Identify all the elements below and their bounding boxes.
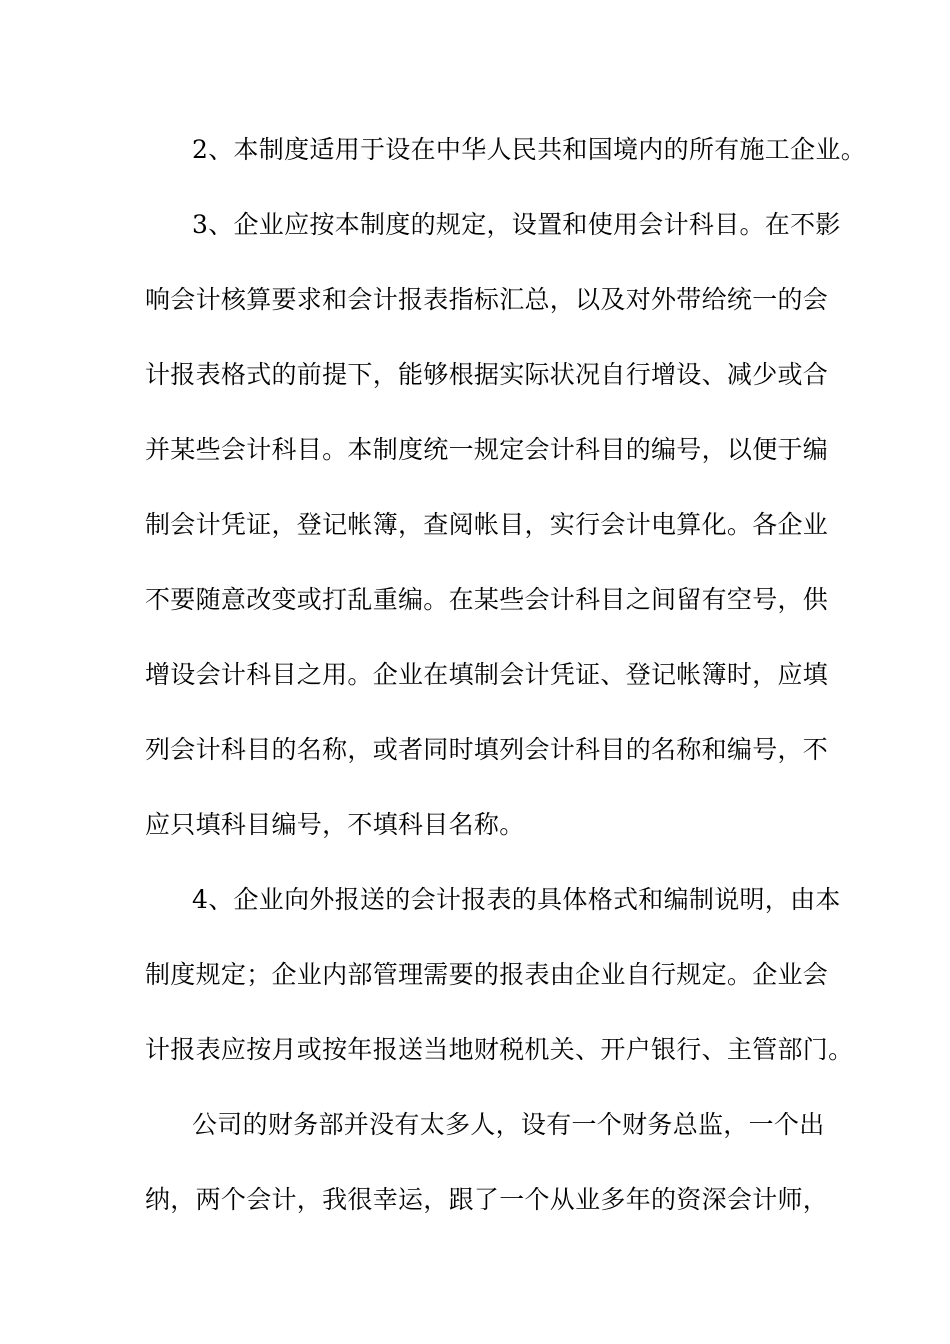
paragraph-2-line-1: 2、本制度适用于设在中华人民共和国境内的所有施工企业。 bbox=[192, 135, 867, 164]
paragraph-3-line-6: 不要随意改变或打乱重编。在某些会计科目之间留有空号，供 bbox=[145, 585, 829, 614]
paragraph-3-line-5: 制会计凭证，登记帐簿，查阅帐目，实行会计电算化。各企业 bbox=[145, 510, 829, 539]
paragraph-3-line-8: 列会计科目的名称，或者同时填列会计科目的名称和编号，不 bbox=[145, 735, 829, 764]
paragraph-4-line-3: 计报表应按月或按年报送当地财税机关、开户银行、主管部门。 bbox=[145, 1035, 854, 1064]
paragraph-3-line-3: 计报表格式的前提下，能够根据实际状况自行增设、减少或合 bbox=[145, 360, 829, 389]
paragraph-3-line-7: 增设会计科目之用。企业在填制会计凭证、登记帐簿时，应填 bbox=[145, 660, 829, 689]
paragraph-4-line-2: 制度规定；企业内部管理需要的报表由企业自行规定。企业会 bbox=[145, 960, 829, 989]
paragraph-3-line-4: 并某些会计科目。本制度统一规定会计科目的编号，以便于编 bbox=[145, 435, 829, 464]
paragraph-5-line-2: 纳，两个会计，我很幸运，跟了一个从业多年的资深会计师， bbox=[145, 1185, 829, 1214]
paragraph-3-line-9: 应只填科目编号，不填科目名称。 bbox=[145, 810, 525, 839]
paragraph-5-line-1: 公司的财务部并没有太多人，设有一个财务总监，一个出 bbox=[192, 1110, 825, 1139]
paragraph-3-line-1: 3、企业应按本制度的规定，设置和使用会计科目。在不影 bbox=[192, 210, 841, 239]
paragraph-4-line-1: 4、企业向外报送的会计报表的具体格式和编制说明，由本 bbox=[192, 885, 841, 914]
paragraph-3-line-2: 响会计核算要求和会计报表指标汇总，以及对外带给统一的会 bbox=[145, 285, 829, 314]
